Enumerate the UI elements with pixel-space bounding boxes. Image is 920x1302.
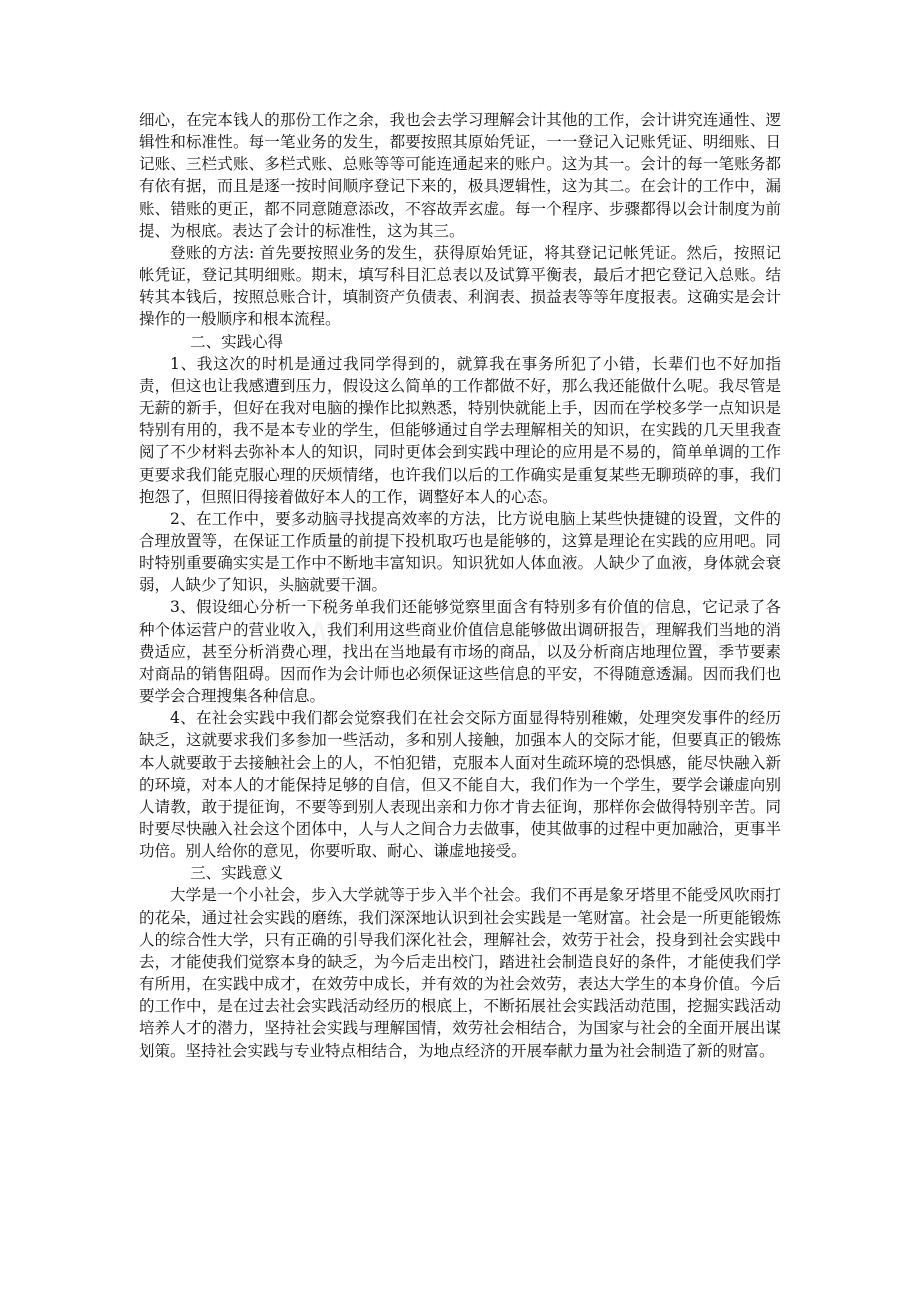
paragraph-bookkeeping-method: 登账的方法: 首先要按照业务的发生，获得原始凭证，将其登记记帐凭证。然后，按照记帐凭证，登记其明细账。期末，填写科目汇总表以及试算平衡表，最后才把它登记入总账。结转其本钱后，按照总账合计，填制资产负债表、利润表、损益表等等年度报表。这确实是会计操作的一般顺序和根本流程。 (139, 243, 781, 329)
document-body (139, 109, 781, 1062)
paragraph-significance: 大学是一个小社会，步入大学就等于步入半个社会。我们不再是象牙塔里不能受风吹雨打的花朵，通过社会实践的磨练，我们深深地认识到社会实践是一笔财富。社会是一所更能锻炼人的综合性大学，只有正确的引导我们深化社会，理解社会，效劳于社会，投身到社会实践中去，才能使我们觉察本身的缺乏，为今后走出校门，踏进社会制造良好的条件，才能使我们学有所用，在实践中成才，在效劳中成长，并有效的为社会效劳，表达大学生的本身价值。今后的工作中，是在过去社会实践活动经历的根底上，不断拓展社会实践活动范围，挖掘实践活动培养人才的潜力，坚持社会实践与理解国情，效劳社会相结合，为国家与社会的全面开展出谋划策。坚持社会实践与专业特点相结合，为地点经济的开展奉献力量为社会制造了新的财富。 (139, 886, 781, 1060)
paragraph-experience-1: 1、我这次的时机是通过我同学得到的，就算我在事务所犯了小错，长辈们也不好加指责，但这也让我感遭到压力，假设这么简单的工作都做不好，那么我还能做什么呢。我尽管是无薪的新手，但好在我对电脑的操作比拟熟悉，特别快就能上手，因而在学校多学一点知识是特别有用的，我不是本专业的学生，但能够通过自学去理解相关的知识，在实践的几天里我查阅了不少材料去弥补本人的知识，同时更体会到实践中理论的应用是不易的，简单单调的工作更要求我们能克服心理的厌烦情绪，也许我们以后的工作确实是重复某些无聊琐碎的事，我们抱怨了，但照旧得接着做好本人的工作，调整好本人的心态。 (139, 354, 781, 506)
paragraph-experience-2: 2、在工作中，要多动脑寻找提高效率的方法，比方说电脑上某些快捷键的设置，文件的合理放置等，在保证工作质量的前提下投机取巧也是能够的，这算是理论在实践的应用吧。同时特别重要确实实是工作中不断地丰富知识。知识犹如人体血液。人缺少了血液，身体就会衰弱，人缺少了知识，头脑就要干涸。 (139, 509, 781, 595)
section-heading-practice-significance: 三、实践意义 (190, 864, 284, 883)
section-heading-practice-experience: 二、实践心得 (190, 332, 284, 351)
paragraph-experience-4: 4、在社会实践中我们都会觉察我们在社会交际方面显得特别稚嫩，处理突发事件的经历缺乏，这就要求我们多参加一些活动，多和别人接触，加强本人的交际才能，但要真正的锻炼本人就要敢于去接触社会上的人，不怕犯错，克服本人面对生疏环境的恐惧感，能尽快融入新的环境，对本人的才能保持足够的自信，但又不能自大，我们作为一个学生，要学会谦虚向别人请教，敢于提征询，不要等到别人表现出亲和力你才肯去征询，那样你会做得特别辛苦。同时要尽快融入社会这个团体中，人与人之间合力去做事，使其做事的过程中更加融洽，更事半功倍。别人给你的意见，你要听取、耐心、谦虚地接受。 (139, 709, 781, 861)
paragraph-accounting-principles: 细心，在完本钱人的那份工作之余，我也会去学习理解会计其他的工作，会计讲究连通性、逻辑性和标准性。每一笔业务的发生，都要按照其原始凭证，一一登记入记账凭证、明细账、日记账、三栏式账、多栏式账、总账等等可能连通起来的账户。这为其一。会计的每一笔账务都有依有据，而且是逐一按时间顺序登记下来的，极具逻辑性，这为其二。在会计的工作中，漏账、错账的更正，都不同意随意添改，不容故弄玄虚。每一个程序、步骤都得以会计制度为前提、为根底。表达了会计的标准性，这为其三。 (139, 111, 781, 240)
paragraph-experience-3: 3、假设细心分析一下税务单我们还能够觉察里面含有特别多有价值的信息，它记录了各种个体运营户的营业收入，我们利用这些商业价值信息能够做出调研报告，理解我们当地的消费适应，甚至分析消费心理，找出在当地最有市场的商品，以及分析商店地理位置，季节要素对商品的销售阻碍。因而作为会计师也必须保证这些信息的平安，不得随意透漏。因而我们也要学会合理搜集各种信息。 (139, 598, 781, 706)
